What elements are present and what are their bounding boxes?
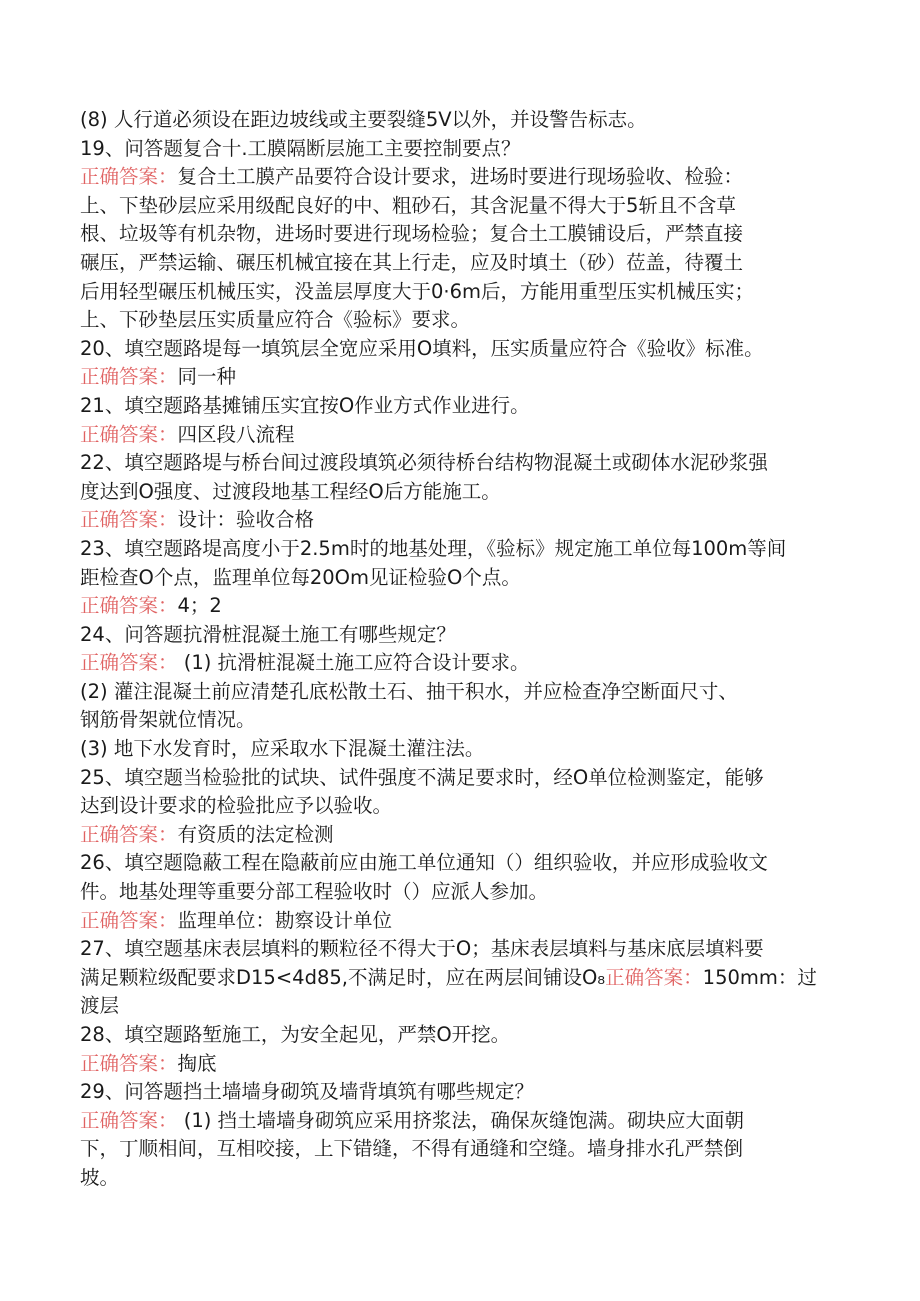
line-text: 件。地基处理等重要分部工程验收时（）应派人参加。 [80, 880, 549, 904]
answer-label: 正确答案： [80, 365, 178, 389]
question-25 [80, 764, 840, 793]
text-line [80, 964, 840, 993]
answer-text: 设计：验收合格 [177, 508, 315, 532]
answer-26 [80, 907, 840, 936]
text-line [80, 878, 840, 907]
answer-text: 复合土工膜产品要符合设计要求，进场时要进行现场验收、检验： [177, 165, 744, 189]
line-text: 碾压，严禁运输、碾压机械宜接在其上行走，应及时填土（砂）莅盖，待覆土 [80, 250, 744, 274]
text-line [80, 192, 840, 221]
line-text: 坡。 [80, 1165, 120, 1189]
text-line [80, 792, 840, 821]
line-text: 25、填空题当检验批的试块、试件强度不满足要求时，经O单位检测鉴定，能够 [80, 765, 764, 789]
question-24 [80, 621, 840, 650]
document-body [80, 106, 840, 1193]
line-text: 20、填空题路堤每一填筑层全宽应采用O填料，压实质量应符合《验收》标准。 [80, 336, 764, 360]
line-text: 29、问答题挡土墙墙身砌筑及墙背填筑有哪些规定？ [80, 1080, 534, 1104]
question-28 [80, 1021, 840, 1050]
answer-text: 4；2 [177, 594, 222, 618]
answer-text: 150mm：过 [702, 965, 817, 989]
text-line [80, 706, 840, 735]
answer-text: 掏底 [177, 1051, 217, 1075]
answer-label: 正确答案： [80, 422, 178, 446]
line-text: 距检查O个点，监理单位每20Om见证检验O个点。 [80, 565, 521, 589]
answer-label: 正确答案： [80, 165, 178, 189]
line-text: (3) 地下水发育时，应采取水下混凝土灌注法。 [80, 737, 485, 761]
text-line [80, 735, 840, 764]
answer-text: 同一种 [177, 365, 237, 389]
line-text: 28、填空题路堑施工，为安全起见，严禁O开挖。 [80, 1023, 511, 1046]
answer-text: (1) 抗滑桩混凝土施工应符合设计要求。 [177, 651, 530, 675]
question-20 [80, 335, 840, 364]
line-text: 渡层 [80, 994, 120, 1018]
text-line [80, 992, 840, 1021]
answer-text: 四区段八流程 [177, 422, 295, 446]
answer-label: 正确答案： [80, 651, 178, 675]
line-text: 根、垃圾等有机杂物，进场时要进行现场检验；复合土工膜铺设后，严禁直接 [80, 222, 744, 246]
line-text: (2) 灌注混凝土前应清楚孔底松散土石、抽干积水，并应检查净空断面尺寸、 [80, 679, 738, 703]
answer-label: 正确答案： [605, 965, 703, 989]
text-line [80, 1164, 840, 1193]
text-line [80, 278, 840, 307]
text-line [80, 478, 840, 507]
answer-label: 正确答案： [80, 1051, 178, 1075]
line-text: 钢筋骨架就位情况。 [80, 708, 256, 732]
answer-text: 有资质的法定检测 [177, 822, 334, 846]
answer-25 [80, 821, 840, 850]
answer-label: 正确答案： [80, 508, 178, 532]
answer-label: 正确答案： [80, 908, 178, 932]
question-22 [80, 449, 840, 478]
line-text: 19、问答题复合十.工膜隔断层施工主要控制要点？ [80, 136, 521, 160]
line-text: (8) 人行道必须设在距边坡线或主要裂缝5V以外，并设警告标志。 [80, 108, 647, 131]
line-text: 27、填空题基床表层填料的颗粒径不得大于O；基床表层填料与基床底层填料要 [80, 937, 764, 961]
answer-28 [80, 1050, 840, 1079]
line-text: 上、下砂垫层压实质量应符合《验标》要求。 [80, 308, 471, 332]
question-27 [80, 935, 840, 964]
text-line [80, 306, 840, 335]
line-text: 度达到O强度、过渡段地基工程经O后方能施工。 [80, 479, 501, 503]
answer-24 [80, 649, 840, 678]
answer-23 [80, 592, 840, 621]
answer-29 [80, 1107, 840, 1136]
answer-22 [80, 506, 840, 535]
line-text: 后用轻型碾压机械压实，没盖层厚度大于0·6m后，方能用重型压实机械压实； [80, 279, 755, 303]
text-line [80, 564, 840, 593]
line-text: 24、问答题抗滑桩混凝土施工有哪些规定？ [80, 622, 456, 646]
answer-text: (1) 挡土墙墙身砌筑应采用挤浆法，确保灰缝饱满。砌块应大面朝 [177, 1108, 745, 1132]
line-text: 26、填空题隐蔽工程在隐蔽前应由施工单位通知（）组织验收，并应形成验收文 [80, 851, 768, 875]
text-line [80, 220, 840, 249]
answer-label: 正确答案： [80, 1108, 178, 1132]
answer-text: 监理单位：勘察设计单位 [177, 908, 393, 932]
answer-label: 正确答案： [80, 594, 178, 618]
question-19 [80, 135, 840, 164]
text-line [80, 1135, 840, 1164]
line-text: 满足颗粒级配要求D15<4d85,不满足时，应在两层间铺设O₈ [80, 965, 606, 989]
line-text: 上、下垫砂层应采用级配良好的中、粗砂石，其含泥量不得大于5斩且不含草 [80, 193, 736, 217]
question-21 [80, 392, 840, 421]
question-23 [80, 535, 840, 564]
line-text: 22、填空题路堤与桥台间过渡段填筑必须待桥台结构物混凝土或砌体水泥砂浆强 [80, 451, 768, 475]
question-26 [80, 849, 840, 878]
line-text: 下，丁顺相间，互相咬接，上下错缝，不得有通缝和空缝。墙身排水孔严禁倒 [80, 1137, 744, 1161]
answer-label: 正确答案： [80, 822, 178, 846]
line-text: 23、填空题路堤高度小于2.5m时的地基处理，《验标》规定施工单位每100m等间 [80, 536, 787, 560]
line-text: 21、填空题路基摊铺压实宜按O作业方式作业进行。 [80, 393, 530, 417]
text-line [80, 249, 840, 278]
answer-19 [80, 163, 840, 192]
line-text: 达到设计要求的检验批应予以验收。 [80, 794, 393, 818]
text-line [80, 106, 840, 135]
question-29 [80, 1078, 840, 1107]
answer-21 [80, 421, 840, 450]
answer-20 [80, 363, 840, 392]
text-line [80, 678, 840, 707]
